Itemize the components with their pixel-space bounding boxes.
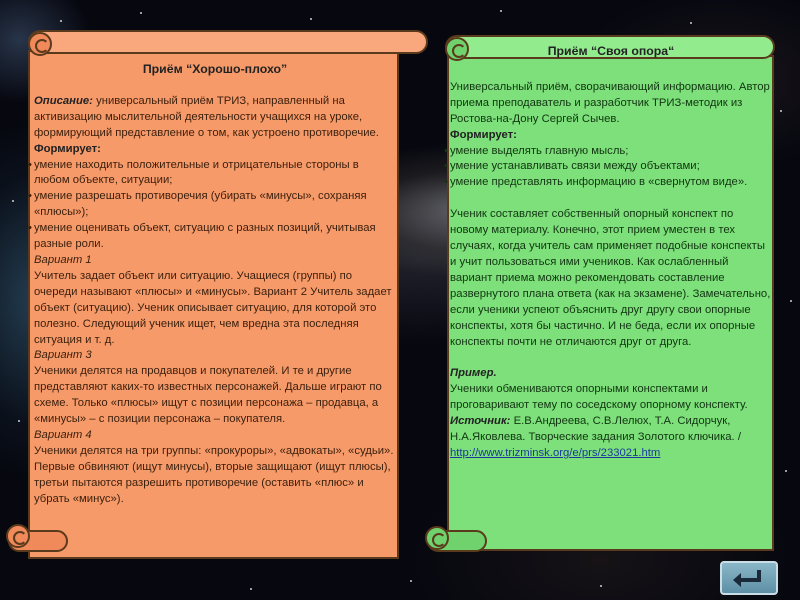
- example-text: Ученики обмениваются опорными конспектами и проговаривают тему по соседскому опорному конспекту.: [450, 383, 748, 412]
- source-paragraph: [450, 414, 772, 446]
- forms-list: [450, 144, 772, 192]
- scroll-curl-icon: [6, 524, 30, 548]
- variant1-label: Вариант 1: [34, 253, 92, 266]
- example-label: Пример.: [450, 367, 497, 380]
- spacer: [450, 191, 772, 207]
- forms-label: Формирует:: [34, 142, 101, 155]
- left-scroll-top-curl: [28, 30, 428, 54]
- body-text: Ученик составляет собственный опорный конспект по новому материалу. Конечно, этот прием уместен в тех случаях, когда учитель сам применяет подобные конспекты и учит пользоваться ими учеников. Как ослабленный вариант приема можно рекомендовать составление развернутого плана ответа (как на экзамене). Замечательно, если ученики успеют объяснить друг другу свои опорные конспекты, хотя бы частично. И не беда, если их опорные конспекты почти не отличаются друг от друга.: [450, 208, 771, 348]
- forms-label: Формирует:: [450, 128, 517, 141]
- forms-list: [34, 158, 396, 253]
- variant4-text: Ученики делятся на три группы: «прокуроры», «адвокаты», «судьи». Первые обвиняют (ищут минусы), вторые защищают (ищут плюсы), третьи пытаются разрешить противоречие (оставить «плюс» и убрать «минус»).: [34, 444, 394, 505]
- right-panel-title: Приём “Своя опора“: [547, 44, 675, 58]
- variant4-label: Вариант 4: [34, 428, 92, 441]
- source-text: Е.В.Андреева, С.В.Лелюх, Т.А. Сидорчук, Н.А.Яковлева. Творческие задания Золотого ключика. /: [450, 415, 741, 444]
- list-item: • умение разрешать противоречия (убирать «минусы», сохраняя «плюсы»);: [34, 189, 396, 221]
- list-item: • умение выделять главную мысль;: [450, 144, 772, 160]
- variant3-label: Вариант 3: [34, 349, 92, 362]
- description-paragraph: [34, 94, 396, 142]
- return-button[interactable]: [720, 561, 778, 595]
- source-label: Источник:: [450, 415, 511, 428]
- list-item: • умение представлять информацию в «свернутом виде».: [450, 175, 772, 191]
- left-panel-title: Приём “Хорошо-плохо”: [142, 62, 288, 76]
- scroll-curl-icon: [425, 526, 449, 550]
- scroll-curl-icon: [28, 32, 52, 56]
- intro-text: Универсальный приём, сворачивающий информацию. Автор приема преподаватель и разработчик ТРИЗ-методик из Ростова-на-Дону Сергей Сычев.: [450, 80, 770, 125]
- list-item: • умение оценивать объект, ситуацию с разных позиций, учитывая разные роли.: [34, 221, 396, 253]
- left-panel-content: [34, 62, 396, 507]
- return-arrow-icon: [729, 566, 769, 590]
- variant3-text: Ученики делятся на продавцов и покупателей. И те и другие представляют каких-то известных персонажей. Дальше играют по схеме. Только «плюсы» ищут с позиции персонажа – продавца, а «минусы» – с позиции персонажа – покупателя.: [34, 365, 382, 426]
- list-item: • умение устанавливать связи между объектами;: [450, 159, 772, 175]
- description-label: Описание:: [34, 94, 93, 107]
- description-text: универсальный приём ТРИЗ, направленный на активизацию мыслительной деятельности учащихся на уроке, формирующий представление о том, как устроено противоречие.: [34, 94, 379, 139]
- list-item: • умение находить положительные и отрицательные стороны в любом объекте, ситуации;: [34, 158, 396, 190]
- variant1-text: Учитель задает объект или ситуацию. Учащиеся (группы) по очереди называют «плюсы» и «минусы». Вариант 2 Учитель задает объект (ситуацию). Ученик описывает ситуацию, для которой это полезно. Следующий ученик ищет, чем вредна эта последняя ситуация и т. д.: [34, 269, 392, 346]
- spacer: [450, 350, 772, 366]
- source-link[interactable]: http://www.trizminsk.org/e/prs/233021.htm: [450, 446, 661, 459]
- right-panel-content: [450, 44, 772, 462]
